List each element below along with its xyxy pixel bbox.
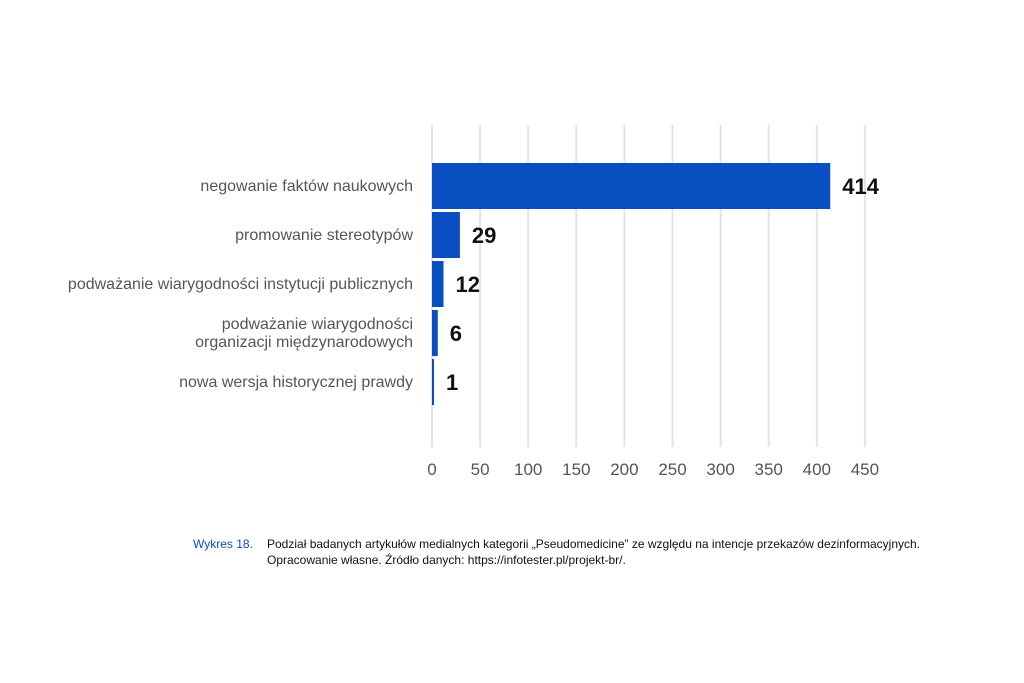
caption-line-2: Opracowanie własne. Źródło danych: https://infotester.pl/projekt-br/. (267, 553, 626, 567)
category-label: organizacji międzynarodowych (195, 334, 413, 351)
category-label: podważanie wiarygodności instytucji publicznych (67, 276, 413, 293)
category-label: negowanie faktów naukowych (200, 178, 413, 195)
bar (432, 261, 444, 307)
value-label: 12 (455, 272, 481, 297)
caption-line-1: Podział badanych artykułów medialnych kategorii „Pseudomedicine” ze względu na intencje przekazów dezinformacyjnych. (267, 537, 921, 551)
x-tick-label: 0 (427, 460, 437, 479)
caption-text (267, 536, 920, 568)
x-tick-label: 200 (610, 460, 639, 479)
value-label: 414 (842, 174, 879, 199)
bar (432, 310, 438, 356)
bars (432, 163, 830, 405)
x-tick-label: 50 (470, 460, 490, 479)
x-tick-label: 150 (562, 460, 591, 479)
x-axis-ticks (427, 460, 879, 479)
bar (432, 212, 460, 258)
category-label: nowa wersja historycznej prawdy (179, 374, 413, 391)
x-tick-label: 400 (802, 460, 831, 479)
value-label: 29 (471, 223, 497, 248)
x-tick-label: 350 (754, 460, 783, 479)
value-label: 6 (449, 321, 463, 346)
caption-label: Wykres 18. (193, 537, 253, 551)
category-labels (68, 178, 414, 391)
x-tick-label: 100 (514, 460, 543, 479)
value-label: 1 (446, 370, 459, 395)
x-tick-label: 450 (850, 460, 880, 479)
category-label: promowanie stereotypów (235, 227, 413, 244)
bar (432, 163, 830, 209)
x-tick-label: 250 (658, 460, 687, 479)
x-tick-label: 300 (706, 460, 735, 479)
category-label: podważanie wiarygodności (221, 316, 413, 333)
bar (432, 359, 434, 405)
